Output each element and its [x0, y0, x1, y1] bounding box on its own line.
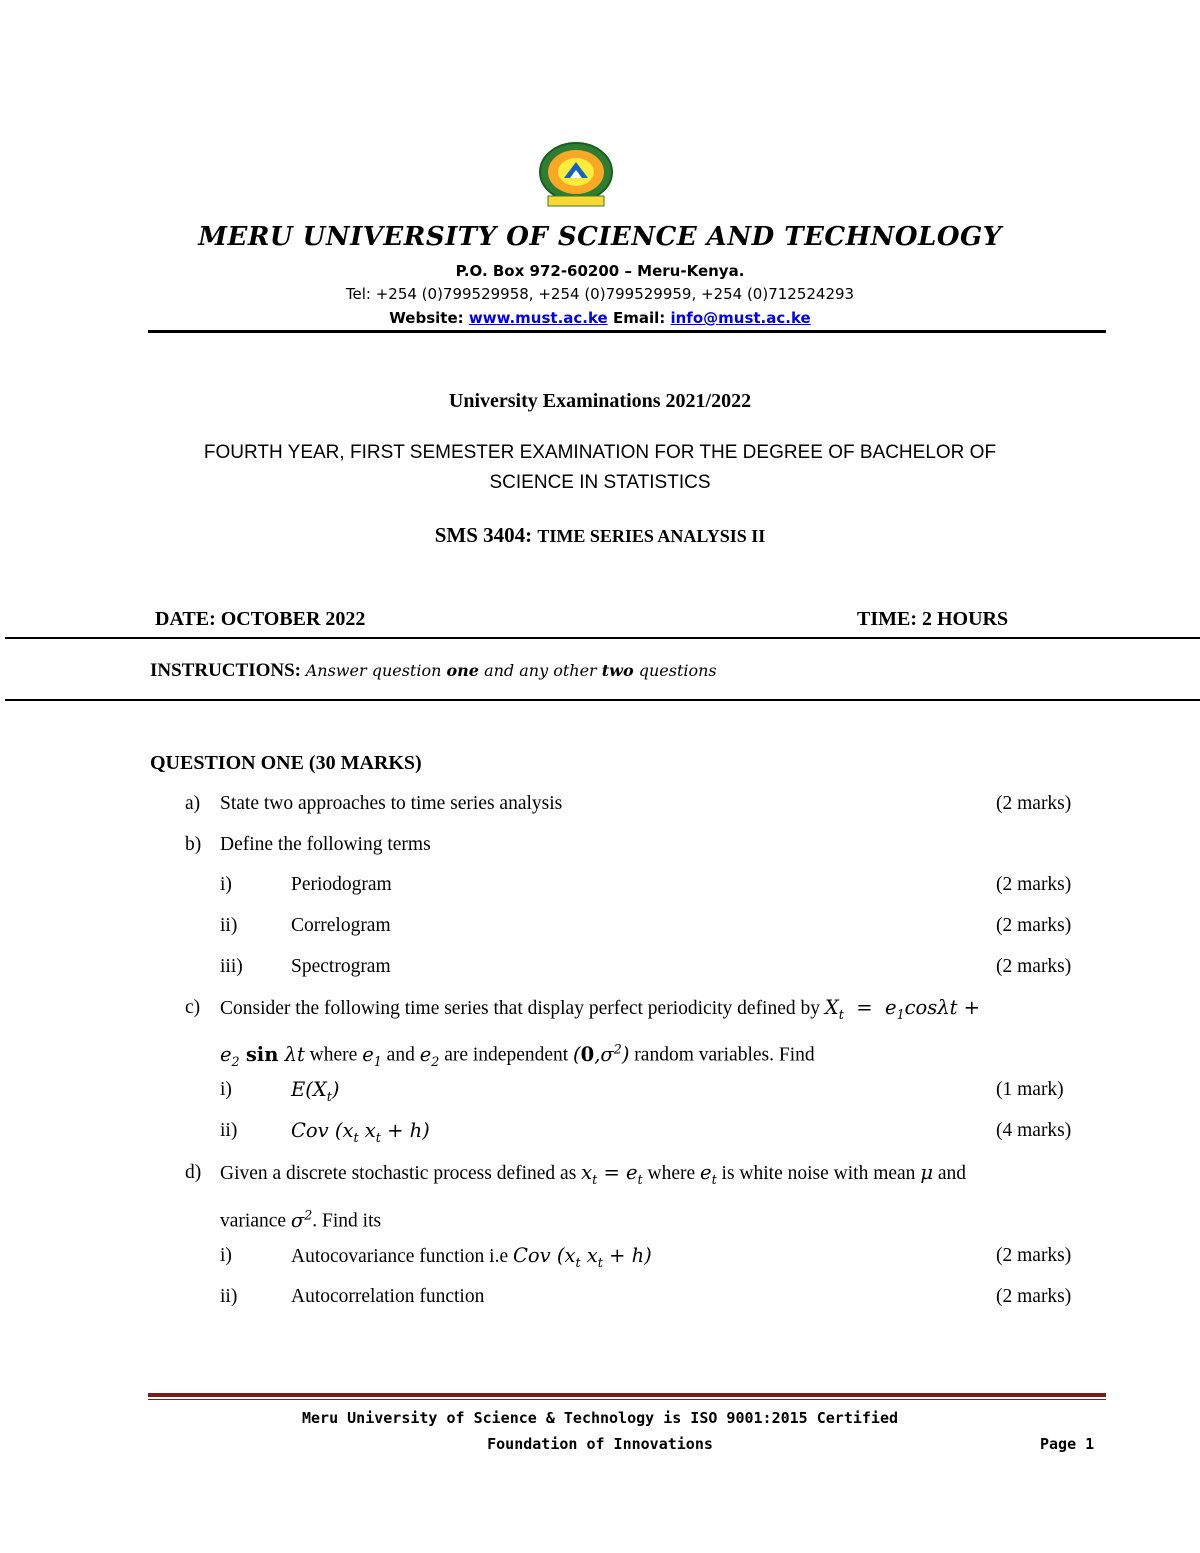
- question-d-item-text: Autocovariance function i.e: [291, 1246, 509, 1267]
- question-c-item-marks: (4 marks): [996, 1120, 1072, 1141]
- question-b-item: [0, 912, 1200, 940]
- question-a-label: a): [185, 793, 201, 814]
- question-d-item-marks: (2 marks): [996, 1245, 1072, 1266]
- question-b-item-marks: (2 marks): [996, 956, 1072, 977]
- math-e2: $e_2$: [419, 1042, 440, 1069]
- math-sigma-squared: $\sigma^2$: [290, 1207, 313, 1232]
- instructions-one: one: [446, 661, 479, 680]
- instructions-text-1: Answer question: [305, 661, 447, 680]
- question-d-text-5: variance: [220, 1210, 287, 1232]
- question-c-text-3: and: [386, 1044, 415, 1066]
- question-b-item-marks: (2 marks): [996, 874, 1072, 895]
- question-c: [0, 994, 1200, 1022]
- footer-certification: Meru University of Science & Technology is ISO 9001:2015 Certified: [301, 1409, 899, 1427]
- question-c-item: [0, 1117, 1200, 1145]
- question-b-item: [0, 953, 1200, 981]
- instructions: [150, 660, 717, 682]
- course-title: TIME SERIES ANALYSIS II: [537, 526, 766, 546]
- question-d: [0, 1159, 1200, 1187]
- question-c-text-2: where: [309, 1044, 358, 1066]
- question-a-marks: (2 marks): [996, 793, 1072, 814]
- math-e1: $e_1$: [362, 1042, 382, 1069]
- question-d-text-2: where: [647, 1163, 696, 1184]
- degree-title: [0, 438, 1200, 498]
- exam-time: TIME: 2 HOURS: [857, 608, 1009, 630]
- question-c-text-4: are independent: [444, 1044, 569, 1066]
- page-number: Page 1: [1040, 1435, 1095, 1453]
- website-link[interactable]: www.must.ac.ke: [468, 309, 608, 327]
- university-telephone: Tel: +254 (0)799529958, +254 (0)799529959, +254 (0)712524293: [345, 285, 855, 303]
- instructions-divider: [5, 699, 1200, 701]
- question-d-text-6: . Find its: [312, 1210, 382, 1232]
- question-b-item-label: iii): [220, 956, 243, 977]
- question-one-title: QUESTION ONE (30 MARKS): [150, 752, 422, 774]
- question-c-item-formula: $E(X_t)$: [291, 1078, 340, 1104]
- question-b-item-text: Periodogram: [291, 874, 392, 895]
- question-d-cont: [0, 1201, 1200, 1232]
- question-b: [0, 831, 1200, 859]
- question-b-text: Define the following terms: [220, 834, 431, 855]
- footer-divider-thin: [148, 1399, 1106, 1400]
- degree-line-1: FOURTH YEAR, FIRST SEMESTER EXAMINATION FOR THE DEGREE OF BACHELOR OF: [203, 442, 997, 463]
- question-d-text-4: and: [937, 1163, 967, 1184]
- question-c-item-label: ii): [220, 1120, 238, 1141]
- email-link[interactable]: info@must.ac.ke: [670, 309, 811, 327]
- question-b-item: [0, 871, 1200, 899]
- question-c-label: c): [185, 997, 201, 1018]
- website-label: Website:: [389, 309, 464, 327]
- question-c-item-label: i): [220, 1079, 232, 1100]
- math-process: $x_t = e_t$: [581, 1161, 643, 1187]
- question-c-formula-2: $e_2$ sin λt: [220, 1042, 305, 1069]
- question-d-item: [0, 1242, 1200, 1270]
- question-d-item-label: i): [220, 1245, 232, 1266]
- instructions-text-3: questions: [633, 661, 717, 680]
- footer-divider: [148, 1393, 1106, 1397]
- question-d-item-marks: (2 marks): [996, 1286, 1072, 1307]
- math-distribution: $(0,\sigma^2)$: [573, 1041, 630, 1066]
- question-c-formula: $X_t = e_1\cos\lambda t$ +: [824, 996, 981, 1022]
- university-crest-icon: [526, 142, 626, 210]
- instructions-label: INSTRUCTIONS:: [150, 660, 301, 681]
- question-d-item-label: ii): [220, 1286, 238, 1307]
- exam-year: University Examinations 2021/2022: [448, 390, 752, 412]
- instructions-two: two: [601, 661, 634, 680]
- question-c-item-formula: Cov ($x_t$ $x_t + h$): [291, 1119, 430, 1145]
- question-c-item-marks: (1 mark): [996, 1079, 1064, 1100]
- question-d-label: d): [185, 1162, 202, 1183]
- exam-date: DATE: OCTOBER 2022: [155, 608, 366, 630]
- course-heading: [0, 523, 1200, 548]
- question-b-item-label: i): [220, 874, 232, 895]
- question-b-item-text: Spectrogram: [291, 956, 391, 977]
- question-d-item-formula: Cov ($x_t$ $x_t + h$): [513, 1244, 652, 1270]
- course-code: SMS 3404:: [434, 523, 533, 547]
- header-divider: [148, 330, 1106, 333]
- question-d-text-3: is white noise with mean: [721, 1163, 916, 1184]
- university-address: P.O. Box 972-60200 – Meru-Kenya.: [455, 262, 745, 280]
- question-d-text-1: Given a discrete stochastic process defined as: [220, 1163, 577, 1184]
- question-a: [0, 790, 1200, 818]
- question-c-cont: [0, 1035, 1200, 1069]
- date-divider: [5, 637, 1200, 639]
- university-web-contacts: [0, 309, 1200, 327]
- question-a-text: State two approaches to time series analysis: [220, 793, 563, 814]
- question-b-item-marks: (2 marks): [996, 915, 1072, 936]
- email-label: Email:: [612, 309, 666, 327]
- question-b-item-label: ii): [220, 915, 238, 936]
- question-c-text-1: Consider the following time series that display perfect periodicity defined by: [220, 998, 821, 1019]
- question-d-item: [0, 1283, 1200, 1311]
- question-b-item-text: Correlogram: [291, 915, 391, 936]
- question-d-item-text: Autocorrelation function: [291, 1286, 485, 1307]
- question-c-text-5: random variables. Find: [634, 1044, 815, 1066]
- footer-motto: Foundation of Innovations: [487, 1435, 713, 1453]
- degree-line-2: SCIENCE IN STATISTICS: [489, 472, 711, 493]
- math-mu: μ: [920, 1161, 933, 1184]
- question-c-item: [0, 1076, 1200, 1104]
- university-name: MERU UNIVERSITY OF SCIENCE AND TECHNOLOGY: [198, 222, 1002, 252]
- question-b-label: b): [185, 834, 202, 855]
- instructions-text-2: and any other: [478, 661, 602, 680]
- math-et: $e_t$: [700, 1161, 717, 1187]
